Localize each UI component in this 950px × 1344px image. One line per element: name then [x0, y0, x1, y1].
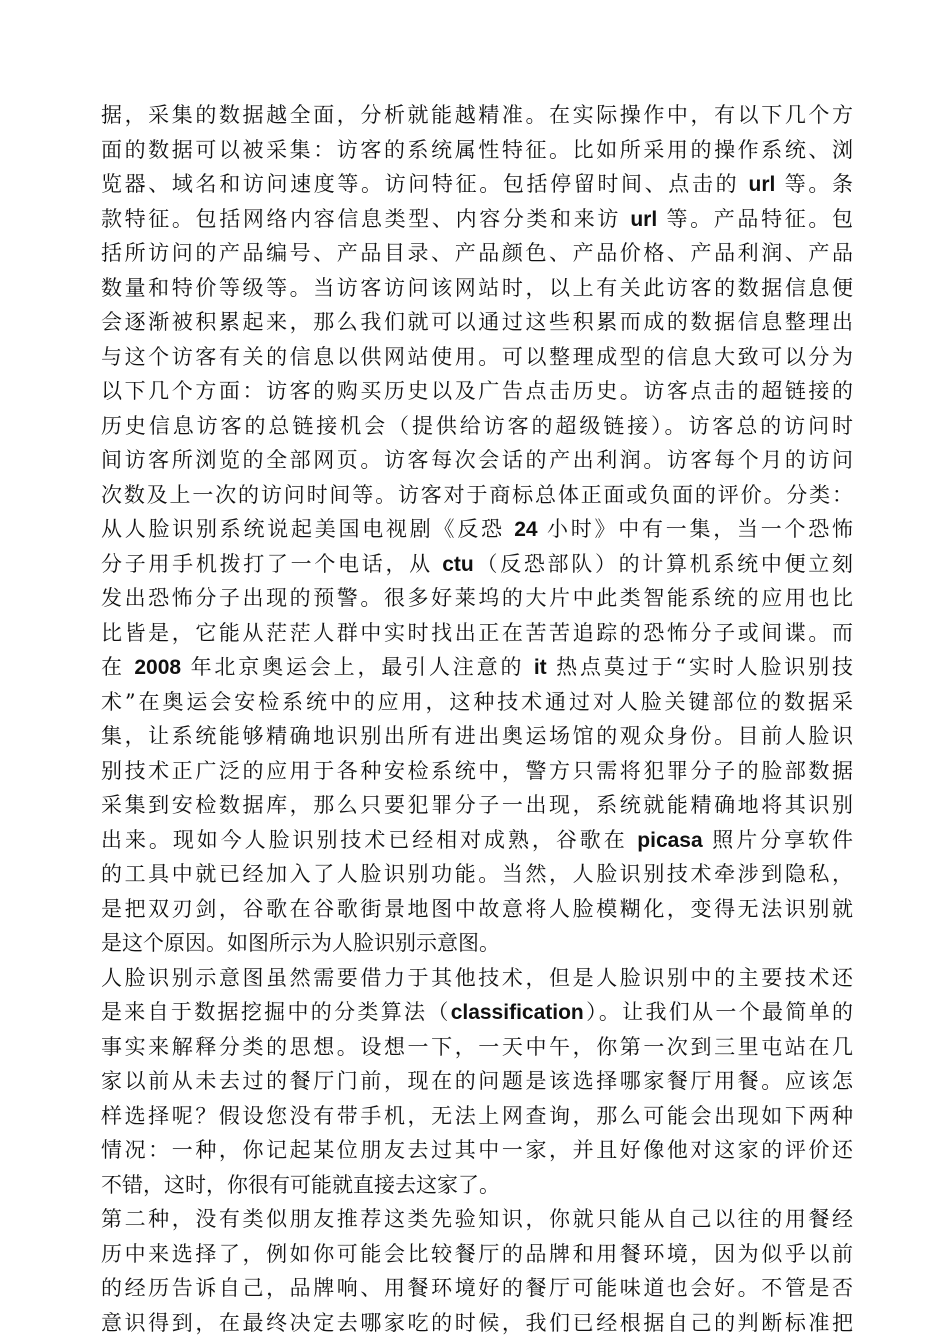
text-line: 以下几个方面：访客的购买历史以及广告点击历史。访客点击的超链接的: [101, 379, 853, 403]
text-line: 面的数据可以被采集：访客的系统属性特征。比如所采用的操作系统、浏: [101, 137, 853, 162]
text-line: 会逐渐被积累起来，那么我们就可以通过这些积累而成的数据信息整理出: [101, 310, 853, 334]
text-line: 集，让系统能够精确地识别出所有进出奥运场馆的观众身份。目前人脸识: [101, 724, 853, 748]
inline-latin-term: picasa: [637, 828, 703, 852]
text-line: 是把双刃剑，谷歌在谷歌街景地图中故意将人脸模糊化，变得无法识别就: [101, 896, 853, 921]
inline-latin-term: 2008: [134, 656, 182, 679]
text-line: 从人脸识别系统说起美国电视剧《反恐 24 小时》中有一集，当一个恐怖: [101, 517, 853, 541]
text-line: 不错，这时，你很有可能就直接去这家了。: [101, 1172, 500, 1197]
inline-latin-term: url: [630, 207, 658, 231]
text-line: 出来。现如今人脸识别技术已经相对成熟，谷歌在 picasa 照片分享软件: [101, 827, 853, 852]
text-line: 情况：一种，你记起某位朋友去过其中一家，并且好像他对这家的评价还: [101, 1138, 853, 1162]
text-line: 是来自于数据挖掘中的分类算法（classification）。让我们从一个最简单的: [101, 1000, 853, 1024]
inline-latin-term: ctu: [442, 552, 474, 576]
text-line: 术”在奥运会安检系统中的应用，这种技术通过对人脸关键部位的数据采: [101, 689, 853, 714]
inline-latin-term: it: [533, 656, 547, 679]
text-line: 家以前从未去过的餐厅门前，现在的问题是该选择哪家餐厅用餐。应该怎: [101, 1069, 853, 1093]
inline-latin-term: url: [748, 173, 776, 196]
text-line: 分子用手机拨打了一个电话，从 ctu（反恐部队）的计算机系统中便立刻: [101, 551, 853, 576]
text-line: 历史信息访客的总链接机会（提供给访客的超级链接）。访客总的访问时: [101, 413, 853, 438]
text-line: 次数及上一次的访问时间等。访客对于商标总体正面或负面的评价。分类：: [101, 482, 853, 507]
text-line: 据，采集的数据越全面，分析就能越精准。在实际操作中，有以下几个方: [101, 103, 853, 127]
text-line: 览器、域名和访问速度等。访问特征。包括停留时间、点击的 url 等。条: [101, 172, 853, 196]
text-line: 人脸识别示意图虽然需要借力于其他技术，但是人脸识别中的主要技术还: [101, 965, 853, 990]
text-line: 第二种，没有类似朋友推荐这类先验知识，你就只能从自己以往的用餐经: [101, 1207, 853, 1231]
text-line: 的经历告诉自己，品牌响、用餐环境好的餐厅可能味道也会好。不管是否: [101, 1276, 853, 1300]
text-line: 采集到安检数据库，那么只要犯罪分子一出现，系统就能精确地将其识别: [101, 793, 853, 817]
text-line: 意识得到，在最终决定去哪家吃的时候，我们已经根据自己的判断标准把: [101, 1310, 853, 1335]
text-line: 事实来解释分类的思想。设想一下，一天中午，你第一次到三里屯站在几: [101, 1034, 853, 1059]
text-line: 别技术正广泛的应用于各种安检系统中，警方只需将犯罪分子的脸部数据: [101, 758, 853, 783]
text-line: 在 2008 年北京奥运会上，最引人注意的 it 热点莫过于“实时人脸识别技: [101, 655, 853, 679]
text-line: 数量和特价等级等。当访客访问该网站时，以上有关此访客的数据信息便: [101, 275, 853, 300]
text-line: 的工具中就已经加入了人脸识别功能。当然，人脸识别技术牵涉到隐私，: [101, 862, 853, 886]
text-line: 款特征。包括网络内容信息类型、内容分类和来访 url 等。产品特征。包: [101, 206, 853, 231]
inline-latin-term: classification: [450, 1001, 584, 1024]
inline-latin-term: 24: [514, 518, 538, 541]
text-line: 括所访问的产品编号、产品目录、产品颜色、产品价格、产品利润、产品: [101, 241, 853, 265]
paragraph: [101, 98, 853, 961]
text-line: 历中来选择了，例如你可能会比较餐厅的品牌和用餐环境，因为似乎以前: [101, 1241, 853, 1266]
paragraph: [101, 1202, 853, 1340]
text-line: 发出恐怖分子出现的预警。很多好莱坞的大片中此类智能系统的应用也比: [101, 586, 853, 610]
text-line: 间访客所浏览的全部网页。访客每次会话的产出利润。访客每个月的访问: [101, 448, 853, 472]
text-line: 比皆是，它能从茫茫人群中实时找出正在苦苦追踪的恐怖分子或间谍。而: [101, 620, 853, 645]
text-line: 是这个原因。如图所示为人脸识别示意图。: [101, 931, 500, 955]
text-line: 样选择呢？假设您没有带手机，无法上网查询，那么可能会出现如下两种: [101, 1103, 853, 1128]
paragraph: [101, 961, 853, 1203]
body-text: [101, 98, 853, 1340]
text-line: 与这个访客有关的信息以供网站使用。可以整理成型的信息大致可以分为: [101, 344, 853, 369]
